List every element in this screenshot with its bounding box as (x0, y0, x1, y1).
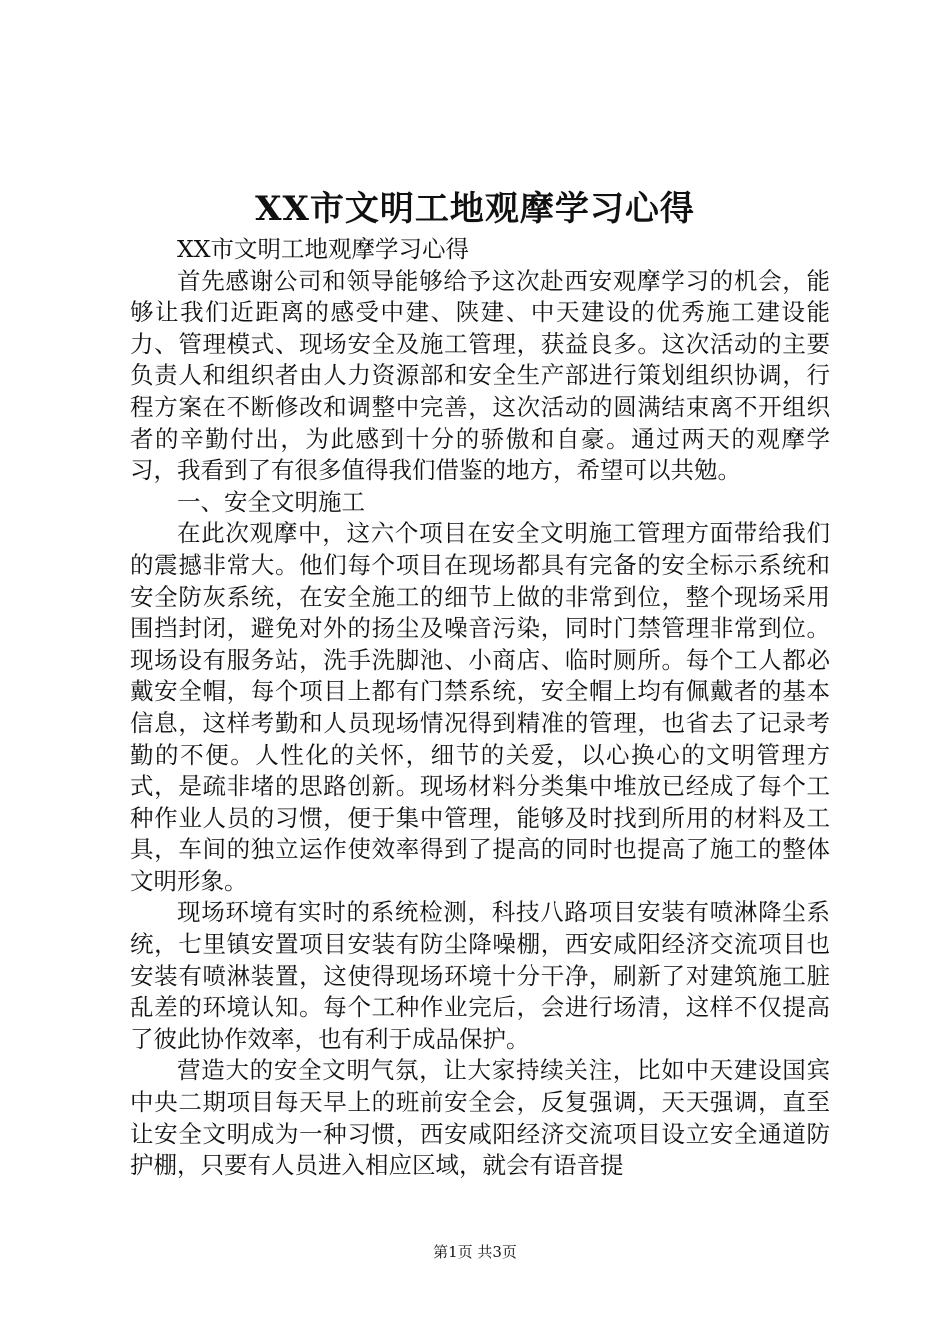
paragraph-subtitle: XX市文明工地观摩学习心得 (177, 235, 469, 263)
page-number-footer: 第1页 共3页 (433, 1243, 517, 1261)
paragraph-safety-management: 在此次观摩中，这六个项目在安全文明施工管理方面带给我们的震撼非常大。他们每个项目在现场都具有完备的安全标示系统和安全防灰系统，在安全施工的细节上做的非常到位，整个现场采用围挡封闭，避免对外的扬尘及噪音污染，同时门禁管理非常到位。现场设有服务站，洗手洗脚池、小商店、临时厕所。每个工人都必戴安全帽，每个项目上都有门禁系统，安全帽上均有佩戴者的基本信息，这样考勤和人员现场情况得到精准的管理，也省去了记录考勤的不便。人性化的关怀，细节的关爱，以心换心的文明管理方式，是疏非堵的思路创新。现场材料分类集中堆放已经成了每个工种作业人员的习惯，便于集中管理，能够及时找到所用的材料及工具，车间的独立运作使效率得到了提高的同时也提高了施工的整体文明形象。 (130, 519, 830, 895)
document-body (130, 234, 830, 1182)
paragraph-introduction: 首先感谢公司和领导能够给予这次赴西安观摩学习的机会，能够让我们近距离的感受中建、陕建、中天建设的优秀施工建设能力、管理模式、现场安全及施工管理，获益良多。这次活动的主要负责人和组织者由人力资源部和安全生产部进行策划组织协调，行程方案在不断修改和调整中完善，这次活动的圆满结束离不开组织者的辛勤付出，为此感到十分的骄傲和自豪。通过两天的观摩学习，我看到了有很多值得我们借鉴的地方，希望可以共勉。 (130, 266, 830, 485)
section-heading-safety: 一、安全文明施工 (177, 487, 365, 516)
paragraph-environment-monitoring: 现场环境有实时的系统检测，科技八路项目安装有喷淋降尘系统，七里镇安置项目安装有防尘降噪棚，西安咸阳经济交流项目也安装有喷淋装置，这使得现场环境十分干净，刷新了对建筑施工脏乱差的环境认知。每个工种作业完后，会进行场清，这样不仅提高了彼此协作效率，也有利于成品保护。 (130, 898, 830, 1053)
document-title: XX市文明工地观摩学习心得 (255, 189, 695, 229)
paragraph-safety-atmosphere: 营造大的安全文明气氛，让大家持续关注，比如中天建设国宾中央二期项目每天早上的班前安全会，反复强调，天天强调，直至让安全文明成为一种习惯，西安咸阳经济交流项目设立安全通道防护棚，只要有人员进入相应区域，就会有语音提 (130, 1056, 830, 1180)
